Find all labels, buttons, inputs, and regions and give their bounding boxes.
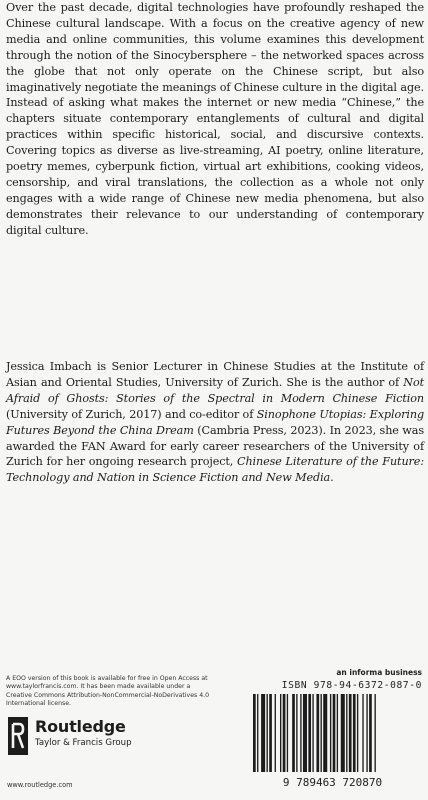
barcode-bar bbox=[316, 694, 319, 772]
barcode-bar bbox=[303, 694, 307, 772]
publisher-subtitle: Taylor & Francis Group bbox=[35, 738, 132, 748]
bio-paragraph bbox=[6, 359, 424, 486]
barcode-digits: 9 789463 720870 bbox=[282, 776, 383, 788]
barcode-bar bbox=[261, 694, 265, 772]
barcode-bar bbox=[341, 694, 345, 772]
barcode-bar bbox=[330, 694, 331, 772]
barcode-bar bbox=[300, 694, 301, 772]
barcode-bar bbox=[257, 694, 258, 772]
barcode-bar bbox=[362, 694, 363, 772]
bio-text-1: Jessica Imbach is Senior Lecturer in Chinese Studies at the Institute of Asian and Oriental Studies, University of Zurich. She is the author of bbox=[6, 360, 424, 389]
barcode-bar bbox=[292, 694, 295, 772]
informa-tagline: an informa business bbox=[336, 668, 422, 677]
publisher-logo bbox=[7, 715, 157, 757]
publisher-url: www.routledge.com bbox=[7, 781, 73, 789]
barcode-bar bbox=[366, 694, 367, 772]
barcode-bar bbox=[275, 694, 276, 772]
back-cover-blurb bbox=[6, 0, 424, 239]
barcode-bar bbox=[369, 694, 372, 772]
barcode-bar bbox=[323, 694, 327, 772]
barcode-bar bbox=[333, 694, 336, 772]
isbn-label: ISBN 978-94-6372-087-0 bbox=[281, 680, 422, 691]
barcode-bar bbox=[308, 694, 311, 772]
barcode-bar bbox=[312, 694, 313, 772]
barcode-bar bbox=[337, 694, 338, 772]
bio-book-title-2: Sinophone Utopias: Exploring Futures Beyond the China Dream bbox=[6, 407, 425, 437]
bio-text-4: . bbox=[330, 471, 334, 485]
barcode-bar bbox=[267, 694, 268, 772]
barcode-bar bbox=[253, 694, 256, 772]
barcode-bar bbox=[375, 694, 376, 772]
barcode-bar bbox=[269, 694, 272, 772]
bio-project-title: Chinese Literature of the Future: Technology and Nation in Science Fiction and New Media bbox=[6, 455, 424, 485]
barcode-bar bbox=[280, 694, 281, 772]
open-access-note: A EOO version of this book is available for free in Open Access at www.taylorfrancis.com. It has been made available under a Creative Commons Attribution-NonCommercial-NoDerivatives 4.0 International license. bbox=[6, 675, 210, 707]
blurb-paragraph: Over the past decade, digital technologies have profoundly reshaped the Chinese cultural landscape. With a focus on the creative agency of new media and online communities, this volume examines this development through the notion of the Sinocybersphere – the networked spaces across the globe that not only operate on the Chinese script, but also imaginatively negotiate the meanings of Chinese culture in the digital age. Instead of asking what makes the internet or new media “Chinese,” the chapters situate contemporary entanglements of cultural and digital practices within specific historical, social, and discursive contexts. Covering topics as diverse as live-streaming, AI poetry, online literature, poetry memes, cyberpunk fiction, virtual art exhibitions, cooking videos, censorship, and viral translations, the collection as a whole not only engages with a wide range of Chinese new media phenomena, but also demonstrates their relevance to our understanding of contemporary digital culture. bbox=[6, 1, 424, 237]
barcode-bar bbox=[321, 694, 322, 772]
bio-text-2: (University of Zurich, 2017) and co-editor of bbox=[6, 407, 257, 421]
barcode-bar bbox=[346, 694, 347, 772]
barcode-bar bbox=[287, 694, 288, 772]
barcode-bar bbox=[357, 694, 358, 772]
routledge-logo-icon bbox=[7, 715, 31, 757]
publisher-name: Routledge bbox=[35, 717, 126, 736]
barcode-bar bbox=[349, 694, 352, 772]
bio-book-title-1: Not Afraid of Ghosts: Stories of the Spectral in Modern Chinese Fiction bbox=[6, 375, 424, 405]
barcode-bar bbox=[296, 694, 297, 772]
author-bio bbox=[6, 359, 424, 486]
barcode-bar bbox=[353, 694, 356, 772]
isbn-barcode bbox=[245, 692, 420, 788]
bio-text-3: (Cambria Press, 2023). In 2023, she was awarded the FAN Award for early career researchers of the University of Zurich for her ongoing research project, bbox=[6, 423, 424, 469]
barcode-bar bbox=[283, 694, 286, 772]
